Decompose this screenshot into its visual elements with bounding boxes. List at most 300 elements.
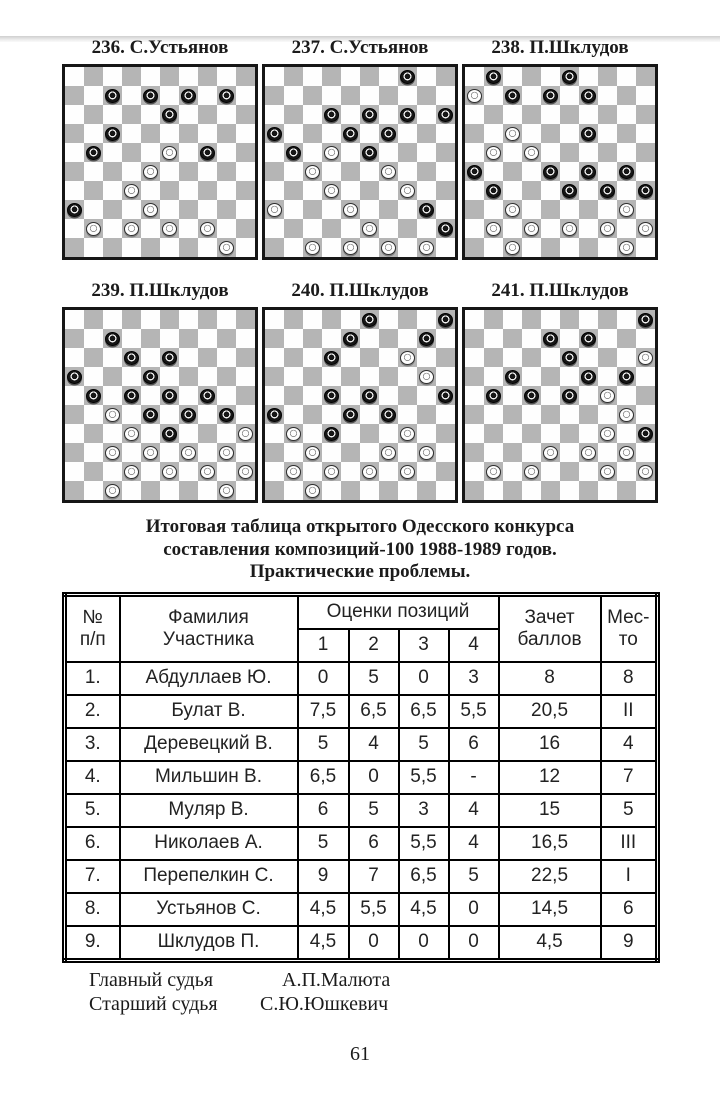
board-cell [360, 424, 379, 443]
board-cell [484, 329, 503, 348]
board-cell [617, 329, 636, 348]
board-cell [84, 462, 103, 481]
white-checker [619, 446, 634, 460]
board-cell [522, 443, 541, 462]
white-checker [524, 146, 539, 160]
total-points: 4,5 [499, 926, 601, 961]
checkers-board [62, 307, 258, 503]
board-cell [484, 348, 503, 367]
white-checker [343, 203, 358, 217]
white-checker [86, 222, 101, 236]
board-cell [122, 462, 141, 481]
board-cell [598, 86, 617, 105]
board-cell [265, 310, 284, 329]
board-cell [160, 424, 179, 443]
board-cell [103, 200, 122, 219]
board-cell [65, 481, 84, 500]
board-cell [465, 181, 484, 200]
board-cell [265, 329, 284, 348]
black-checker [286, 146, 301, 160]
black-checker [324, 389, 339, 403]
board-cell [598, 462, 617, 481]
board-cell [265, 67, 284, 86]
board-cell [379, 386, 398, 405]
board-cell [141, 181, 160, 200]
board-cell [217, 386, 236, 405]
black-checker [638, 313, 653, 327]
board-cell [484, 219, 503, 238]
score-3: 6,5 [399, 695, 449, 728]
board-cell [636, 405, 655, 424]
board-cell [236, 424, 255, 443]
board-cell [122, 424, 141, 443]
white-checker [381, 446, 396, 460]
board-cell [284, 367, 303, 386]
score-2: 0 [349, 926, 399, 961]
board-cell [560, 443, 579, 462]
board-cell [436, 310, 455, 329]
board-cell [598, 405, 617, 424]
board-cell [579, 162, 598, 181]
board-cell [636, 481, 655, 500]
board-cell [541, 462, 560, 481]
participant-name: Перепелкин С. [120, 860, 298, 893]
board-cell [398, 462, 417, 481]
white-checker [524, 222, 539, 236]
place: 8 [601, 662, 658, 695]
white-checker [124, 427, 139, 441]
board-cell [217, 348, 236, 367]
board-cell [236, 67, 255, 86]
board-cell [465, 238, 484, 257]
board-cell [465, 367, 484, 386]
black-checker [467, 165, 482, 179]
board-cell [398, 405, 417, 424]
board-cell [503, 238, 522, 257]
board-cell [436, 367, 455, 386]
board-cell [84, 348, 103, 367]
score-2: 7 [349, 860, 399, 893]
board-cell [84, 424, 103, 443]
board-cell [103, 329, 122, 348]
white-checker [143, 203, 158, 217]
page-number: 61 [350, 1042, 370, 1065]
board-cell [103, 67, 122, 86]
board-cell [484, 105, 503, 124]
board-cell [560, 348, 579, 367]
board-cell [160, 105, 179, 124]
board-cell [217, 424, 236, 443]
board-cell [360, 200, 379, 219]
board-cell [503, 310, 522, 329]
board-cell [579, 86, 598, 105]
board-cell [360, 143, 379, 162]
board-cell [179, 462, 198, 481]
board-cell [398, 329, 417, 348]
board-cell [160, 219, 179, 238]
board-cell [284, 386, 303, 405]
white-checker [600, 222, 615, 236]
board-cell [160, 367, 179, 386]
board-cell [617, 143, 636, 162]
board-cell [503, 200, 522, 219]
board-cell [503, 181, 522, 200]
board-cell [579, 105, 598, 124]
board-cell [84, 67, 103, 86]
board-cell [141, 462, 160, 481]
board-cell [398, 481, 417, 500]
board-cell [503, 348, 522, 367]
white-checker [105, 484, 120, 498]
board-cell [436, 424, 455, 443]
board-cell [436, 462, 455, 481]
board-cell [236, 143, 255, 162]
board-cell [303, 162, 322, 181]
board-cell [236, 181, 255, 200]
board-cell [617, 462, 636, 481]
diagram-row-2 [62, 279, 658, 503]
board-cell [484, 124, 503, 143]
board-cell [341, 462, 360, 481]
score-3: 0 [399, 926, 449, 961]
board-cell [65, 219, 84, 238]
white-checker [419, 241, 434, 255]
board-cell [198, 405, 217, 424]
white-checker [305, 484, 320, 498]
board-cell [179, 181, 198, 200]
score-3: 6,5 [399, 860, 449, 893]
board-cell [265, 348, 284, 367]
board-cell [217, 67, 236, 86]
board-cell [303, 424, 322, 443]
board-cell [560, 200, 579, 219]
score-1: 4,5 [298, 926, 349, 961]
board-cell [303, 86, 322, 105]
board-cell [341, 162, 360, 181]
white-checker [619, 203, 634, 217]
board-cell [617, 86, 636, 105]
board-cell [303, 143, 322, 162]
board-cell [179, 105, 198, 124]
board-cell [465, 143, 484, 162]
board-cell [360, 386, 379, 405]
col-header-total: Зачет баллов [499, 594, 601, 662]
board-cell [541, 181, 560, 200]
board-cell [360, 67, 379, 86]
board-cell [465, 219, 484, 238]
board-cell [436, 143, 455, 162]
board-cell [636, 424, 655, 443]
score-4: 0 [449, 926, 499, 961]
score-2: 5,5 [349, 893, 399, 926]
board-cell [236, 348, 255, 367]
board-cell [198, 386, 217, 405]
board-cell [636, 219, 655, 238]
board-cell [436, 67, 455, 86]
board-cell [379, 481, 398, 500]
board-cell [341, 310, 360, 329]
board-cell [179, 329, 198, 348]
board-cell [465, 124, 484, 143]
board-cell [503, 405, 522, 424]
board-cell [522, 310, 541, 329]
board-cell [217, 143, 236, 162]
black-checker [381, 408, 396, 422]
white-checker [400, 427, 415, 441]
black-checker [143, 408, 158, 422]
board-cell [465, 405, 484, 424]
board-cell [341, 481, 360, 500]
board-cell [522, 329, 541, 348]
board-cell [503, 481, 522, 500]
board-cell [103, 386, 122, 405]
white-checker [267, 203, 282, 217]
row-number: 1. [65, 662, 120, 695]
table-row [65, 893, 658, 926]
score-3: 0 [399, 662, 449, 695]
table-row [65, 728, 658, 761]
score-1: 6 [298, 794, 349, 827]
place: 5 [601, 794, 658, 827]
black-checker [200, 146, 215, 160]
col-header-score-3: 3 [399, 629, 449, 662]
white-checker [419, 446, 434, 460]
black-checker [638, 184, 653, 198]
score-3: 4,5 [399, 893, 449, 926]
board-cell [160, 443, 179, 462]
board-cell [160, 86, 179, 105]
board-cell [541, 310, 560, 329]
board-cell [436, 481, 455, 500]
black-checker [486, 184, 501, 198]
board-cell [484, 386, 503, 405]
board-cell [579, 124, 598, 143]
board-cell [284, 481, 303, 500]
board-cell [598, 219, 617, 238]
white-checker [400, 465, 415, 479]
total-points: 16,5 [499, 827, 601, 860]
board-cell [160, 162, 179, 181]
board-cell [417, 105, 436, 124]
board-cell [522, 200, 541, 219]
row-number: 3. [65, 728, 120, 761]
white-checker [619, 408, 634, 422]
black-checker [181, 89, 196, 103]
board-cell [436, 219, 455, 238]
board-cell [217, 105, 236, 124]
board-cell [541, 162, 560, 181]
board-cell [436, 200, 455, 219]
board-cell [65, 238, 84, 257]
board-cell [179, 143, 198, 162]
board-cell [417, 405, 436, 424]
board-cell [579, 310, 598, 329]
board-cell [265, 424, 284, 443]
board-cell [560, 310, 579, 329]
board-cell [284, 143, 303, 162]
board-cell [379, 329, 398, 348]
table-row [65, 926, 658, 961]
board-cell [284, 219, 303, 238]
board-cell [636, 162, 655, 181]
score-2: 6,5 [349, 695, 399, 728]
board-cell [217, 443, 236, 462]
board-cell [617, 405, 636, 424]
col-header-score-1: 1 [298, 629, 349, 662]
board-cell [198, 143, 217, 162]
board-cell [122, 405, 141, 424]
board-cell [122, 367, 141, 386]
board-cell [436, 105, 455, 124]
board-cell [236, 481, 255, 500]
board-cell [284, 200, 303, 219]
board-cell [341, 67, 360, 86]
board-cell [84, 481, 103, 500]
diagram-caption: 239. П.Шклудов [91, 280, 229, 301]
black-checker [438, 389, 453, 403]
board-cell [84, 238, 103, 257]
score-4: 4 [449, 827, 499, 860]
diagram-236 [62, 36, 258, 260]
black-checker [362, 108, 377, 122]
board-cell [341, 386, 360, 405]
board-cell [417, 86, 436, 105]
board-cell [265, 405, 284, 424]
black-checker [562, 184, 577, 198]
board-cell [198, 67, 217, 86]
board-cell [484, 443, 503, 462]
black-checker [343, 332, 358, 346]
board-cell [379, 310, 398, 329]
board-cell [217, 124, 236, 143]
checkers-board [262, 307, 458, 503]
board-cell [360, 86, 379, 105]
white-checker [324, 184, 339, 198]
black-checker [105, 332, 120, 346]
white-checker [200, 465, 215, 479]
black-checker [362, 313, 377, 327]
score-4: 0 [449, 893, 499, 926]
board-cell [141, 86, 160, 105]
board-cell [636, 105, 655, 124]
board-cell [598, 443, 617, 462]
board-cell [617, 105, 636, 124]
board-cell [579, 143, 598, 162]
board-cell [617, 67, 636, 86]
board-cell [617, 162, 636, 181]
black-checker [438, 108, 453, 122]
board-cell [379, 181, 398, 200]
board-cell [465, 67, 484, 86]
board-cell [579, 200, 598, 219]
board-cell [141, 386, 160, 405]
score-2: 4 [349, 728, 399, 761]
board-cell [303, 181, 322, 200]
white-checker [105, 446, 120, 460]
white-checker [238, 427, 253, 441]
black-checker [543, 332, 558, 346]
board-cell [198, 200, 217, 219]
white-checker [324, 146, 339, 160]
board-cell [236, 386, 255, 405]
board-cell [636, 200, 655, 219]
white-checker [343, 241, 358, 255]
white-checker [619, 241, 634, 255]
board-cell [484, 424, 503, 443]
black-checker [324, 108, 339, 122]
black-checker [86, 146, 101, 160]
board-cell [198, 424, 217, 443]
board-cell [484, 462, 503, 481]
board-cell [541, 67, 560, 86]
board-cell [236, 329, 255, 348]
board-cell [84, 329, 103, 348]
board-cell [122, 105, 141, 124]
board-cell [322, 348, 341, 367]
board-cell [322, 162, 341, 181]
board-cell [560, 367, 579, 386]
white-checker [105, 408, 120, 422]
board-cell [341, 86, 360, 105]
board-cell [465, 200, 484, 219]
board-cell [141, 67, 160, 86]
board-cell [522, 481, 541, 500]
black-checker [543, 165, 558, 179]
white-checker [219, 446, 234, 460]
board-cell [65, 386, 84, 405]
board-cell [360, 462, 379, 481]
board-cell [284, 424, 303, 443]
board-cell [65, 310, 84, 329]
black-checker [162, 351, 177, 365]
board-cell [465, 462, 484, 481]
board-cell [284, 443, 303, 462]
white-checker [143, 446, 158, 460]
board-cell [217, 310, 236, 329]
board-cell [179, 67, 198, 86]
board-cell [179, 386, 198, 405]
black-checker [143, 370, 158, 384]
board-cell [636, 86, 655, 105]
board-cell [236, 124, 255, 143]
black-checker [581, 127, 596, 141]
white-checker [286, 465, 301, 479]
board-cell [236, 443, 255, 462]
black-checker [219, 408, 234, 422]
board-cell [560, 124, 579, 143]
board-cell [198, 181, 217, 200]
board-cell [198, 310, 217, 329]
board-cell [65, 367, 84, 386]
board-cell [303, 200, 322, 219]
black-checker [105, 89, 120, 103]
board-cell [617, 219, 636, 238]
board-cell [122, 219, 141, 238]
black-checker [124, 389, 139, 403]
board-cell [84, 105, 103, 124]
board-cell [217, 462, 236, 481]
board-cell [141, 105, 160, 124]
board-cell [398, 348, 417, 367]
board-cell [503, 124, 522, 143]
board-cell [322, 481, 341, 500]
board-cell [198, 329, 217, 348]
board-cell [284, 181, 303, 200]
board-cell [265, 200, 284, 219]
total-points: 20,5 [499, 695, 601, 728]
board-cell [598, 367, 617, 386]
black-checker [219, 89, 234, 103]
